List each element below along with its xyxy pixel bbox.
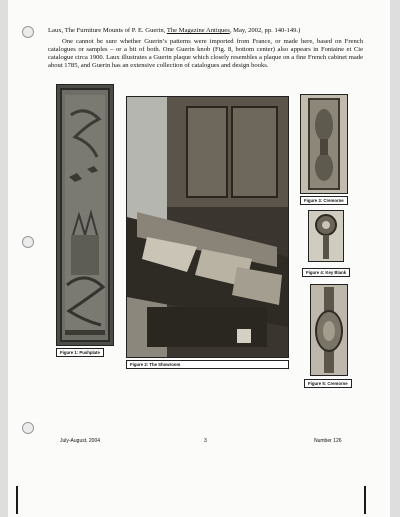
citation-journal: The Magazine Antiques	[166, 27, 230, 34]
scan-edge-mark	[16, 486, 18, 514]
figure-3-image	[300, 94, 348, 194]
figure-2-image	[126, 96, 289, 358]
body-paragraph: One cannot be sure whether Guerin’s patterns were imported from France, or made here, based on French catalogues or samples – or a bit of both. One Guerin knob (Fig. 8, bottom center) also appears in Fontaine et Cie catalogue circa 1900. Laux illustrates a Guerin plaque which closely resembles a plaque on a fine French cabinet made about 1785, and Guerin has an extensive collection of catalogues and design books.	[48, 38, 363, 69]
binder-hole	[22, 422, 34, 434]
pushplate-picture	[57, 85, 113, 345]
figure-1-image	[56, 84, 114, 346]
figure-1-caption: Figure 1: Pushplate	[56, 348, 104, 357]
footer-issue-number: Number 126	[314, 438, 342, 444]
document-page	[8, 0, 390, 517]
scan-edge-mark	[364, 486, 366, 514]
binder-hole	[22, 236, 34, 248]
showroom-picture	[127, 97, 288, 357]
citation: Laux, The Furniture Mounts of P. E. Guerin, The Magazine Antiques, May, 2002, pp. 140-149.)	[48, 27, 301, 34]
figure-3-caption: Figure 3: Cremorne	[300, 196, 348, 205]
key-blank-picture	[309, 211, 343, 261]
cremorne-picture	[301, 95, 347, 193]
binder-hole	[22, 26, 34, 38]
figure-5-caption: Figure 5: Cremorne	[304, 379, 352, 388]
footer-page-number: 3	[204, 438, 207, 444]
figure-5-image	[310, 284, 348, 376]
figure-4-caption: Figure 4: Key Blank	[302, 268, 350, 277]
footer-date: July-August, 2004	[60, 438, 101, 444]
cremorne-2-picture	[311, 285, 347, 375]
figure-2-caption: Figure 2: The Showroom	[126, 360, 289, 369]
figure-4-image	[308, 210, 344, 262]
